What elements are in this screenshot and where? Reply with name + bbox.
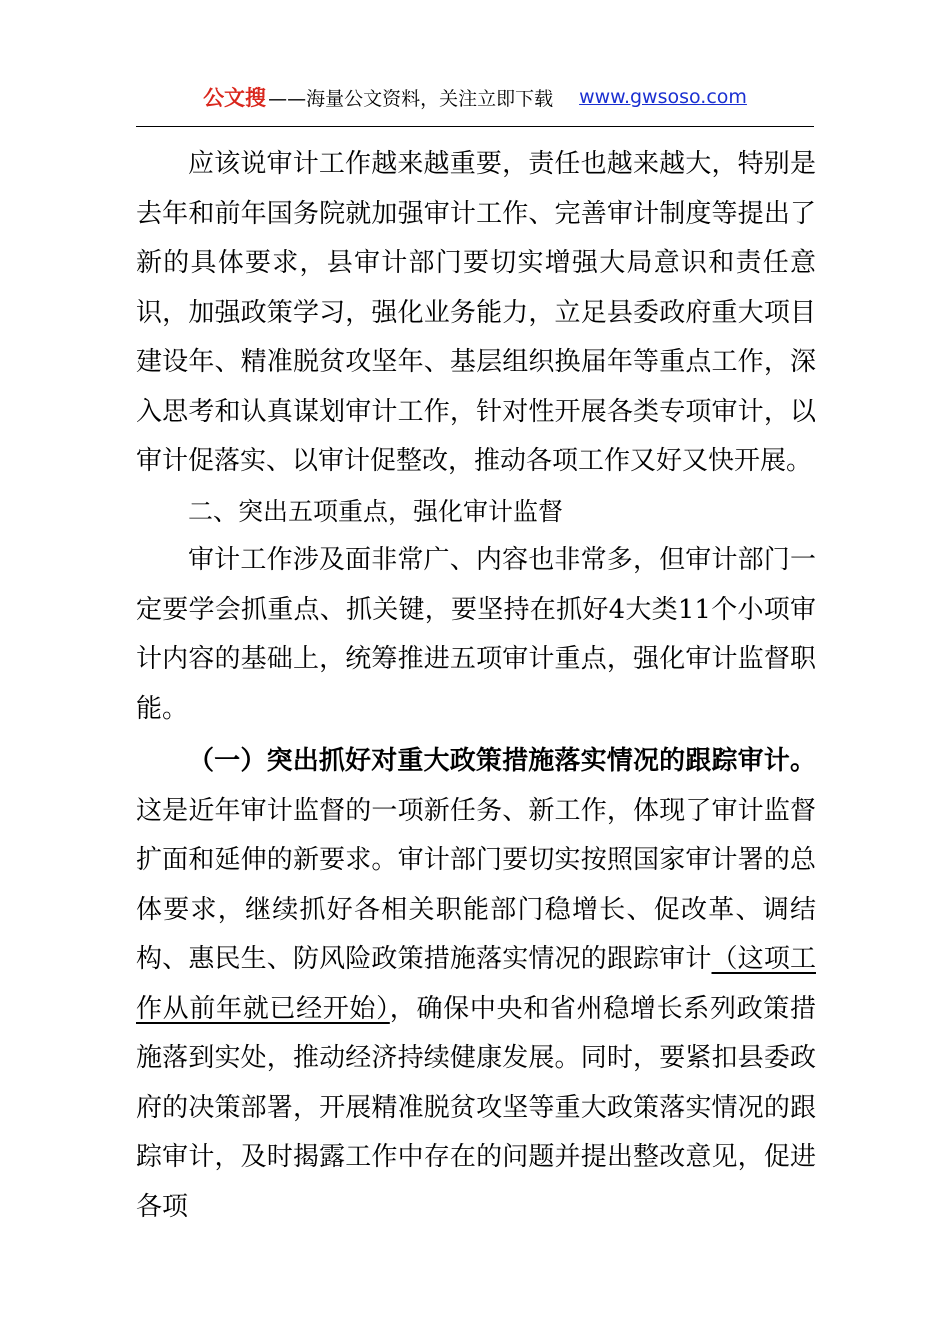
underlined-note: （这项工作从前年就已经开始） <box>136 944 816 1024</box>
header-tagline: ——海量公文资料，关注立即下载 <box>268 87 554 110</box>
paragraph-3 <box>136 737 816 1232</box>
site-link[interactable]: www.gwsoso.com <box>579 86 747 108</box>
paragraph-3-text-b: ，确保中央和省州稳增长系列政策措施落到实处，推动经济持续健康发展。同时，要紧扣县委政府的决策部署，开展精准脱贫攻坚等重大政策落实情况的跟踪审计，及时揭露工作中存在的问题并提出整改意见，促进各项 <box>136 993 816 1222</box>
header-divider <box>136 126 814 127</box>
paragraph-3-text-a: 这是近年审计监督的一项新任务、新工作，体现了审计监督扩面和延伸的新要求。审计部门要切实按照国家审计署的总体要求，继续抓好各相关职能部门稳增长、促改革、调结构、惠民生、防风险政策措施落实情况的跟踪审计 <box>136 795 816 974</box>
section-heading-2: 二、突出五项重点，强化审计监督 <box>188 496 564 526</box>
page-header <box>136 80 814 114</box>
document-body <box>136 140 816 1232</box>
paragraph-2: 审计工作涉及面非常广、内容也非常多，但审计部门一定要学会抓重点、抓关键，要坚持在抓好4大类11个小项审计内容的基础上，统筹推进五项审计重点，强化审计监督职能。 <box>136 545 816 724</box>
subsection-heading-1: （一）突出抓好对重大政策措施落实情况的跟踪审计。 <box>188 746 816 776</box>
brand-logo-text: 公文搜 <box>203 86 267 110</box>
paragraph-1: 应该说审计工作越来越重要，责任也越来越大，特别是去年和前年国务院就加强审计工作、完善审计制度等提出了新的具体要求，县审计部门要切实增强大局意识和责任意识，加强政策学习，强化业务能力，立足县委政府重大项目建设年、精准脱贫攻坚年、基层组织换届年等重点工作，深入思考和认真谋划审计工作，针对性开展各类专项审计，以审计促落实、以审计促整改，推动各项工作又好又快开展。 <box>136 149 816 476</box>
